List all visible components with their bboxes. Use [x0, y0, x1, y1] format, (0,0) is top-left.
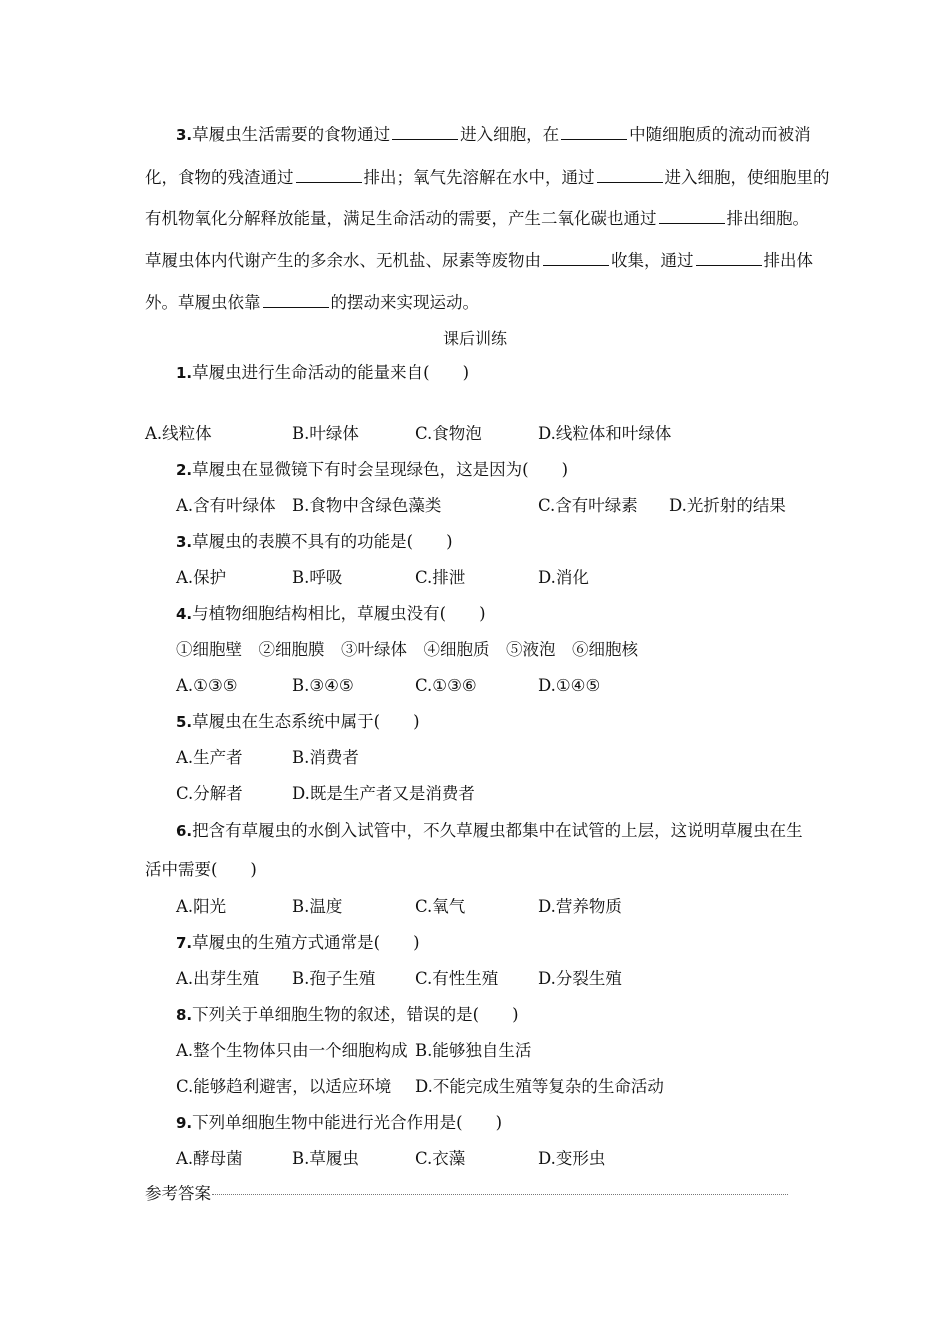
option-d[interactable]: D.分裂生殖	[538, 969, 622, 988]
option-b[interactable]: B.孢子生殖	[292, 969, 376, 988]
question-1: 1.草履虫进行生命活动的能量来自( )	[176, 363, 470, 382]
question-8: 8.下列关于单细胞生物的叙述，错误的是( )	[176, 1005, 519, 1024]
option-b[interactable]: B.能够独自生活	[415, 1041, 532, 1060]
answer-blank[interactable]	[296, 167, 362, 183]
question-4: 4.与植物细胞结构相比，草履虫没有( )	[176, 604, 486, 623]
section-title: 课后训练	[442, 329, 507, 348]
option-c[interactable]: C.含有叶绿素	[538, 496, 638, 515]
option-d[interactable]: D.消化	[538, 568, 589, 587]
option-b[interactable]: B.叶绿体	[292, 424, 359, 443]
option-c[interactable]: C.排泄	[415, 568, 466, 587]
option-b[interactable]: B.③④⑤	[292, 676, 354, 695]
option-a[interactable]: A.生产者	[176, 748, 243, 767]
answer-heading: 参考答案	[145, 1184, 211, 1203]
fill-line-5: 外。草履虫依靠 的摆动来实现运动。	[145, 293, 479, 312]
answer-blank[interactable]	[696, 250, 762, 266]
option-d[interactable]: D.既是生产者又是消费者	[292, 784, 475, 803]
fill-line-4: 草履虫体内代谢产生的多余水、无机盐、尿素等废物由 收集，通过 排出体	[145, 251, 813, 270]
question-6: 6.把含有草履虫的水倒入试管中，不久草履虫都集中在试管的上层，这说明草履虫在生	[176, 821, 803, 840]
question-9: 9.下列单细胞生物中能进行光合作用是( )	[176, 1113, 503, 1132]
answer-blank[interactable]	[543, 250, 609, 266]
option-b[interactable]: B.草履虫	[292, 1149, 359, 1168]
option-b[interactable]: B.消费者	[292, 748, 359, 767]
question-2: 2.草履虫在显微镜下有时会呈现绿色，这是因为( )	[176, 460, 569, 479]
option-d[interactable]: D.①④⑤	[538, 676, 601, 695]
answer-blank[interactable]	[392, 124, 458, 140]
option-d[interactable]: D.光折射的结果	[669, 496, 786, 515]
fill-line-1: 3.草履虫生活需要的食物通过 进入细胞，在 中随细胞质的流动而被消	[176, 125, 811, 144]
question-5: 5.草履虫在生态系统中属于( )	[176, 712, 420, 731]
option-c[interactable]: C.食物泡	[415, 424, 482, 443]
question-number: 3.	[176, 126, 193, 144]
option-c[interactable]: C.有性生殖	[415, 969, 499, 988]
fill-line-2: 化，食物的残渣通过 排出；氧气先溶解在水中，通过 进入细胞，使细胞里的	[145, 168, 830, 187]
fill-line-3: 有机物氧化分解释放能量，满足生命活动的需要，产生二氧化碳也通过 排出细胞。	[145, 209, 809, 228]
question-3: 3.草履虫的表膜不具有的功能是( )	[176, 532, 453, 551]
question-7: 7.草履虫的生殖方式通常是( )	[176, 933, 420, 952]
option-b[interactable]: B.温度	[292, 897, 343, 916]
option-b[interactable]: B.食物中含绿色藻类	[292, 496, 442, 515]
option-a[interactable]: A.保护	[176, 568, 227, 587]
option-c[interactable]: C.①③⑥	[415, 676, 477, 695]
dotted-divider	[212, 1194, 788, 1195]
option-a[interactable]: A.出芽生殖	[176, 969, 260, 988]
option-d[interactable]: D.变形虫	[538, 1149, 606, 1168]
option-d[interactable]: D.线粒体和叶绿体	[538, 424, 672, 443]
option-d[interactable]: D.不能完成生殖等复杂的生命活动	[415, 1077, 664, 1096]
option-c[interactable]: C.能够趋利避害，以适应环境	[176, 1077, 392, 1096]
option-b[interactable]: B.呼吸	[292, 568, 343, 587]
option-a[interactable]: A.阳光	[176, 897, 227, 916]
option-a[interactable]: A.整个生物体只由一个细胞构成	[176, 1041, 408, 1060]
question-6-continued: 活中需要( )	[145, 860, 257, 879]
option-a[interactable]: A.①③⑤	[176, 676, 238, 695]
answer-blank[interactable]	[561, 124, 627, 140]
answer-blank[interactable]	[597, 167, 663, 183]
option-c[interactable]: C.衣藻	[415, 1149, 466, 1168]
question-4-items: ①细胞壁 ②细胞膜 ③叶绿体 ④细胞质 ⑤液泡 ⑥细胞核	[176, 640, 638, 659]
option-a[interactable]: A.含有叶绿体	[176, 496, 276, 515]
option-d[interactable]: D.营养物质	[538, 897, 622, 916]
option-c[interactable]: C.氧气	[415, 897, 466, 916]
answer-blank[interactable]	[263, 292, 329, 308]
answer-blank[interactable]	[659, 208, 725, 224]
option-a[interactable]: A.酵母菌	[176, 1149, 243, 1168]
option-c[interactable]: C.分解者	[176, 784, 243, 803]
option-a[interactable]: A.线粒体	[145, 424, 212, 443]
